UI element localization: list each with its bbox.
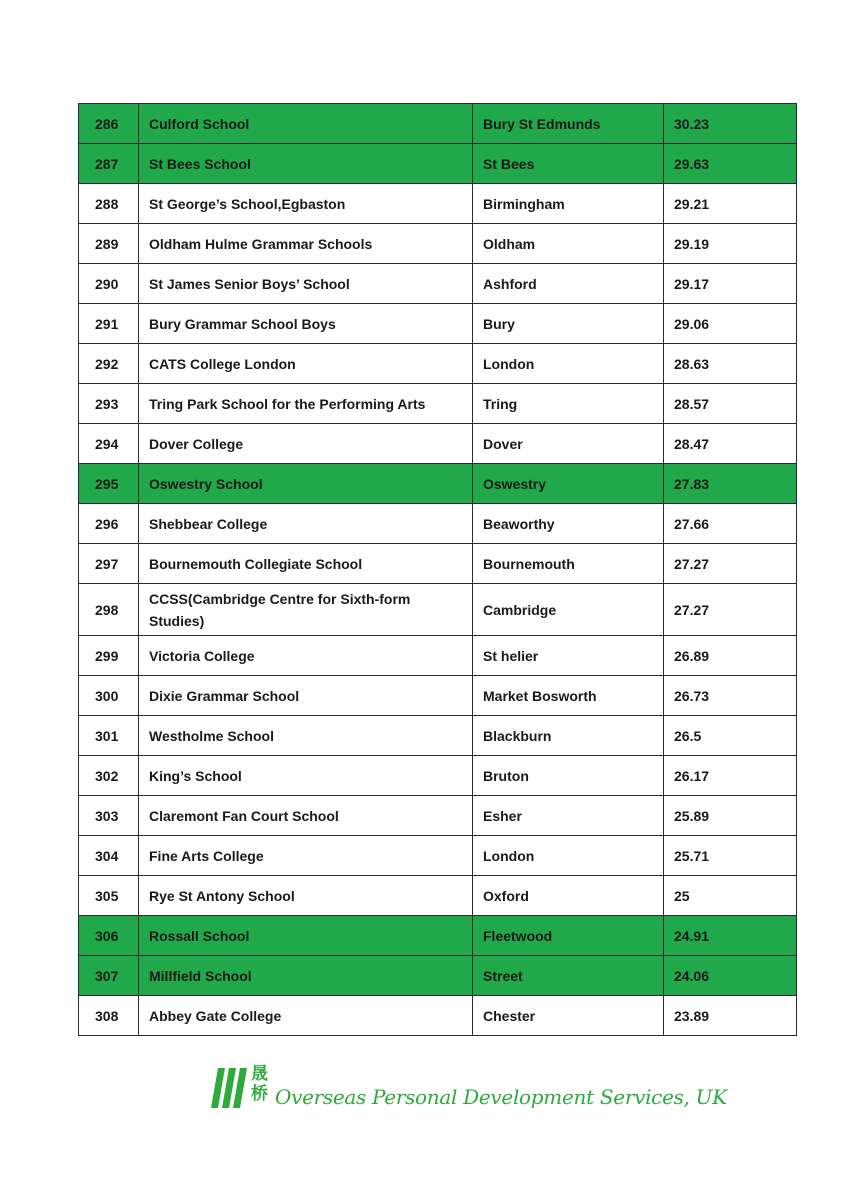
location-cell: Chester (473, 996, 664, 1036)
location-cell: Bury St Edmunds (473, 104, 664, 144)
rank-cell: 288 (79, 184, 139, 224)
score-cell: 29.21 (664, 184, 797, 224)
table-row (79, 544, 797, 584)
school-name-cell: Millfield School (139, 956, 473, 996)
score-cell: 28.57 (664, 384, 797, 424)
rank-cell: 296 (79, 504, 139, 544)
school-name-cell: Fine Arts College (139, 836, 473, 876)
footer-logo (211, 1064, 727, 1110)
table-row (79, 304, 797, 344)
school-name-cell: Shebbear College (139, 504, 473, 544)
table-row (79, 636, 797, 676)
location-cell: Oxford (473, 876, 664, 916)
score-cell: 26.17 (664, 756, 797, 796)
table-row (79, 184, 797, 224)
table-row (79, 996, 797, 1036)
location-cell: Market Bosworth (473, 676, 664, 716)
table-row (79, 796, 797, 836)
school-name-cell: Westholme School (139, 716, 473, 756)
score-cell: 29.19 (664, 224, 797, 264)
table-row (79, 876, 797, 916)
table-row (79, 224, 797, 264)
score-cell: 25.71 (664, 836, 797, 876)
location-cell: Bruton (473, 756, 664, 796)
location-cell: St helier (473, 636, 664, 676)
school-name-cell: Oswestry School (139, 464, 473, 504)
location-cell: Fleetwood (473, 916, 664, 956)
table-row (79, 756, 797, 796)
rank-cell: 291 (79, 304, 139, 344)
rank-cell: 290 (79, 264, 139, 304)
table-row (79, 676, 797, 716)
school-name-cell: Victoria College (139, 636, 473, 676)
logo-bars-icon (211, 1068, 249, 1108)
school-name-cell: St Bees School (139, 144, 473, 184)
school-name-cell: St James Senior Boys’ School (139, 264, 473, 304)
rank-cell: 293 (79, 384, 139, 424)
school-name-cell: Claremont Fan Court School (139, 796, 473, 836)
rank-cell: 289 (79, 224, 139, 264)
school-name-cell: Bury Grammar School Boys (139, 304, 473, 344)
score-cell: 30.23 (664, 104, 797, 144)
table-row (79, 504, 797, 544)
rank-cell: 308 (79, 996, 139, 1036)
school-name-cell: CCSS(Cambridge Centre for Sixth-form Studies) (139, 584, 473, 636)
school-name-cell: Culford School (139, 104, 473, 144)
rank-cell: 299 (79, 636, 139, 676)
location-cell: London (473, 836, 664, 876)
table-row (79, 104, 797, 144)
school-name-cell: Rye St Antony School (139, 876, 473, 916)
school-name-cell: CATS College London (139, 344, 473, 384)
school-name-cell: St George’s School,Egbaston (139, 184, 473, 224)
score-cell: 27.27 (664, 544, 797, 584)
score-cell: 29.06 (664, 304, 797, 344)
score-cell: 25.89 (664, 796, 797, 836)
rank-cell: 303 (79, 796, 139, 836)
table-row (79, 956, 797, 996)
score-cell: 28.47 (664, 424, 797, 464)
rank-cell: 301 (79, 716, 139, 756)
rank-cell: 287 (79, 144, 139, 184)
school-ranking-table (78, 103, 797, 1036)
school-name-cell: Tring Park School for the Performing Arts (139, 384, 473, 424)
table-row (79, 916, 797, 956)
location-cell: Tring (473, 384, 664, 424)
score-cell: 29.63 (664, 144, 797, 184)
table-row (79, 424, 797, 464)
school-name-cell: Abbey Gate College (139, 996, 473, 1036)
table-row (79, 584, 797, 636)
school-name-cell: Bournemouth Collegiate School (139, 544, 473, 584)
table-row (79, 264, 797, 304)
score-cell: 27.66 (664, 504, 797, 544)
score-cell: 28.63 (664, 344, 797, 384)
rank-cell: 307 (79, 956, 139, 996)
ranking-table-body (79, 104, 797, 1036)
score-cell: 26.89 (664, 636, 797, 676)
location-cell: Blackburn (473, 716, 664, 756)
logo-char-bottom: 桥 (251, 1084, 268, 1104)
rank-cell: 294 (79, 424, 139, 464)
location-cell: Dover (473, 424, 664, 464)
company-name: Overseas Personal Development Services, UK (275, 1085, 727, 1109)
score-cell: 27.27 (664, 584, 797, 636)
location-cell: Bournemouth (473, 544, 664, 584)
rank-cell: 304 (79, 836, 139, 876)
rank-cell: 297 (79, 544, 139, 584)
location-cell: Bury (473, 304, 664, 344)
table-row (79, 384, 797, 424)
logo-chinese-characters (251, 1064, 273, 1104)
school-name-cell: Dover College (139, 424, 473, 464)
location-cell: Birmingham (473, 184, 664, 224)
location-cell: Street (473, 956, 664, 996)
table-row (79, 344, 797, 384)
rank-cell: 305 (79, 876, 139, 916)
score-cell: 27.83 (664, 464, 797, 504)
rank-cell: 302 (79, 756, 139, 796)
score-cell: 29.17 (664, 264, 797, 304)
logo-char-top: 晟 (251, 1064, 268, 1084)
table-row (79, 836, 797, 876)
score-cell: 26.5 (664, 716, 797, 756)
table-row (79, 144, 797, 184)
rank-cell: 292 (79, 344, 139, 384)
location-cell: London (473, 344, 664, 384)
location-cell: Oldham (473, 224, 664, 264)
rank-cell: 295 (79, 464, 139, 504)
location-cell: Cambridge (473, 584, 664, 636)
rank-cell: 300 (79, 676, 139, 716)
rank-cell: 286 (79, 104, 139, 144)
school-name-cell: Dixie Grammar School (139, 676, 473, 716)
score-cell: 23.89 (664, 996, 797, 1036)
score-cell: 24.91 (664, 916, 797, 956)
score-cell: 26.73 (664, 676, 797, 716)
location-cell: Ashford (473, 264, 664, 304)
table-row (79, 464, 797, 504)
rank-cell: 306 (79, 916, 139, 956)
school-name-cell: King’s School (139, 756, 473, 796)
location-cell: Esher (473, 796, 664, 836)
location-cell: Beaworthy (473, 504, 664, 544)
score-cell: 24.06 (664, 956, 797, 996)
rank-cell: 298 (79, 584, 139, 636)
score-cell: 25 (664, 876, 797, 916)
school-name-cell: Oldham Hulme Grammar Schools (139, 224, 473, 264)
location-cell: St Bees (473, 144, 664, 184)
location-cell: Oswestry (473, 464, 664, 504)
table-row (79, 716, 797, 756)
school-name-cell: Rossall School (139, 916, 473, 956)
